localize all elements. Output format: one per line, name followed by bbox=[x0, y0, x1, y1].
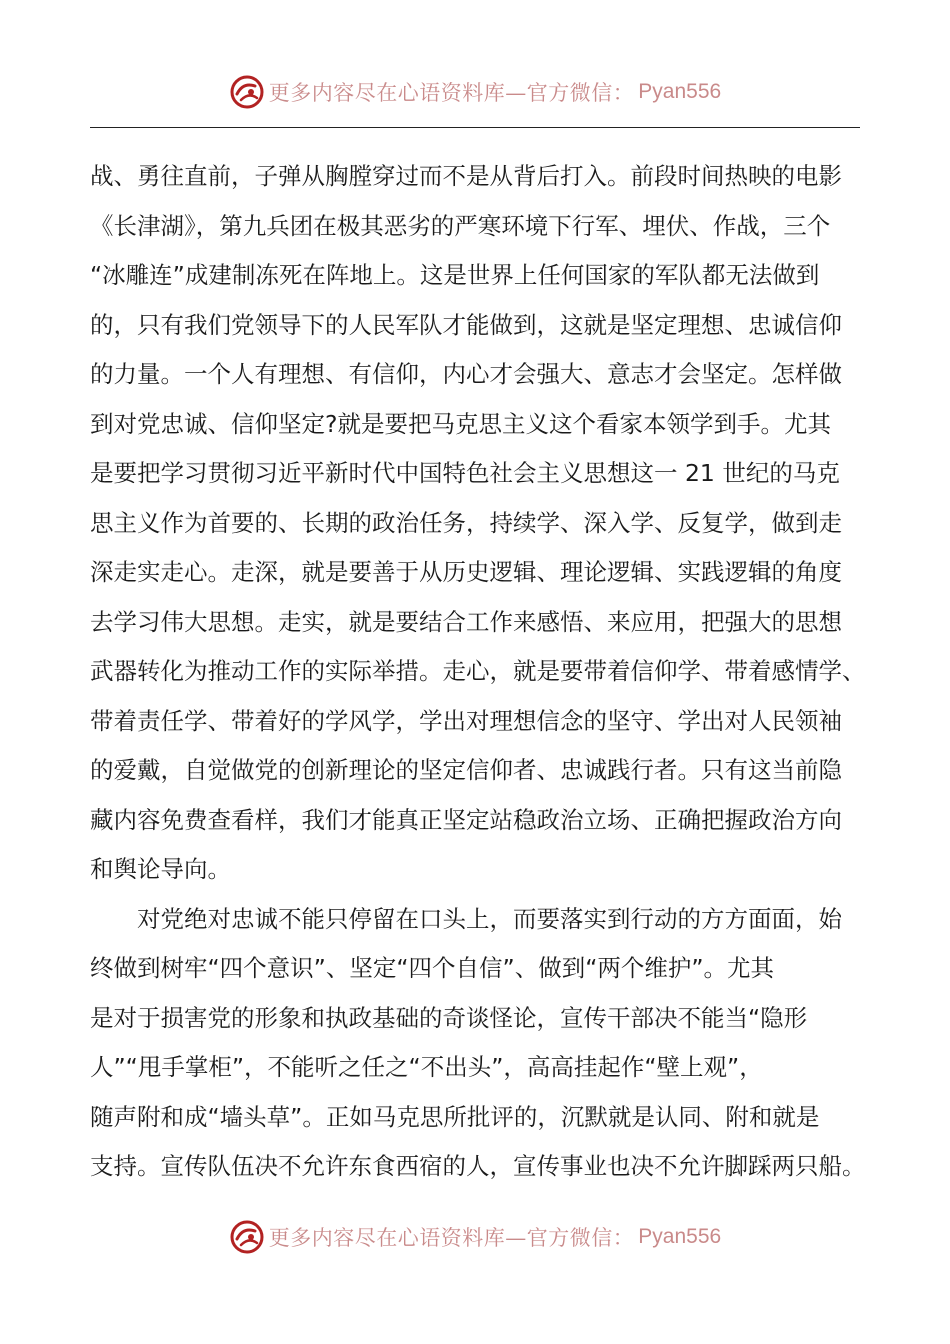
header-banner bbox=[0, 70, 950, 114]
text-line: 《长津湖》，第九兵团在极其恶劣的严寒环境下行军、埋伏、作战，三个 bbox=[90, 211, 831, 240]
text-line: 去学习伟大思想。走实，就是要结合工作来感悟、来应用，把强大的思想 bbox=[90, 607, 842, 636]
text-line: 带着责任学、带着好的学风学，学出对理想信念的坚守、学出对人民领袖 bbox=[90, 706, 842, 735]
text-line: 随声附和成“墙头草”。正如马克思所批评的，沉默就是认同、附和就是 bbox=[90, 1102, 820, 1131]
text-line: 终做到树牢“四个意识”、坚定“四个自信”、做到“两个维护”。尤其 bbox=[90, 954, 775, 982]
text-line: 战、勇往直前，子弹从胸膛穿过而不是从背后打入。前段时间热映的电影 bbox=[90, 162, 842, 190]
text-line: 的爱戴，自觉做党的创新理论的坚定信仰者、忠诚践行者。只有这当前隐 bbox=[90, 756, 842, 784]
seal-logo-icon bbox=[229, 74, 265, 110]
text-line: 深走实走心。走深，就是要善于从历史逻辑、理论逻辑、实践逻辑的角度 bbox=[90, 558, 842, 586]
text-line: 和舆论导向。 bbox=[90, 855, 231, 883]
text-line: 思主义作为首要的、长期的政治任务，持续学、深入学、反复学，做到走 bbox=[90, 508, 842, 537]
header-banner-id: Pyan556 bbox=[638, 80, 722, 103]
header-banner-text: 更多内容尽在心语资料库—官方微信： bbox=[268, 81, 635, 105]
text-line: “冰雕连”成建制冻死在阵地上。这是世界上任何国家的军队都无法做到 bbox=[90, 261, 820, 289]
paragraph-1 bbox=[90, 152, 870, 895]
text-line: 的，只有我们党领导下的人民军队才能做到，这就是坚定理想、忠诚信仰 bbox=[90, 310, 842, 339]
footer-banner-id: Pyan556 bbox=[638, 1225, 722, 1248]
text-line: 对党绝对忠诚不能只停留在口头上，而要落实到行动的方方面面，始 bbox=[137, 904, 842, 933]
footer-banner bbox=[0, 1215, 950, 1259]
text-line: 是对于损害党的形象和执政基础的奇谈怪论，宣传干部决不能当“隐形 bbox=[90, 1003, 808, 1032]
text-line: 是要把学习贯彻习近平新时代中国特色社会主义思想这一 21 世纪的马克 bbox=[90, 459, 840, 487]
header-divider bbox=[90, 127, 860, 128]
seal-logo-icon bbox=[229, 1219, 265, 1255]
document-body bbox=[90, 152, 870, 1192]
text-line: 藏内容免费查看样，我们才能真正坚定站稳政治立场、正确把握政治方向 bbox=[90, 805, 842, 834]
text-line: 到对党忠诚、信仰坚定?就是要把马克思主义这个看家本领学到手。尤其 bbox=[90, 409, 831, 438]
text-line: 的力量。一个人有理想、有信仰，内心才会强大、意志才会坚定。怎样做 bbox=[90, 360, 842, 388]
text-line: 人”“甩手掌柜”，不能听之任之“不出头”，高高挂起作“壁上观”， bbox=[90, 1053, 763, 1081]
footer-banner-text: 更多内容尽在心语资料库—官方微信： bbox=[268, 1226, 635, 1250]
text-line: 支持。宣传队伍决不允许东食西宿的人，宣传事业也决不允许脚踩两只船。 bbox=[90, 1152, 866, 1180]
paragraph-2 bbox=[90, 895, 870, 1192]
text-line: 武器转化为推动工作的实际举措。走心，就是要带着信仰学、带着感情学、 bbox=[90, 657, 866, 685]
